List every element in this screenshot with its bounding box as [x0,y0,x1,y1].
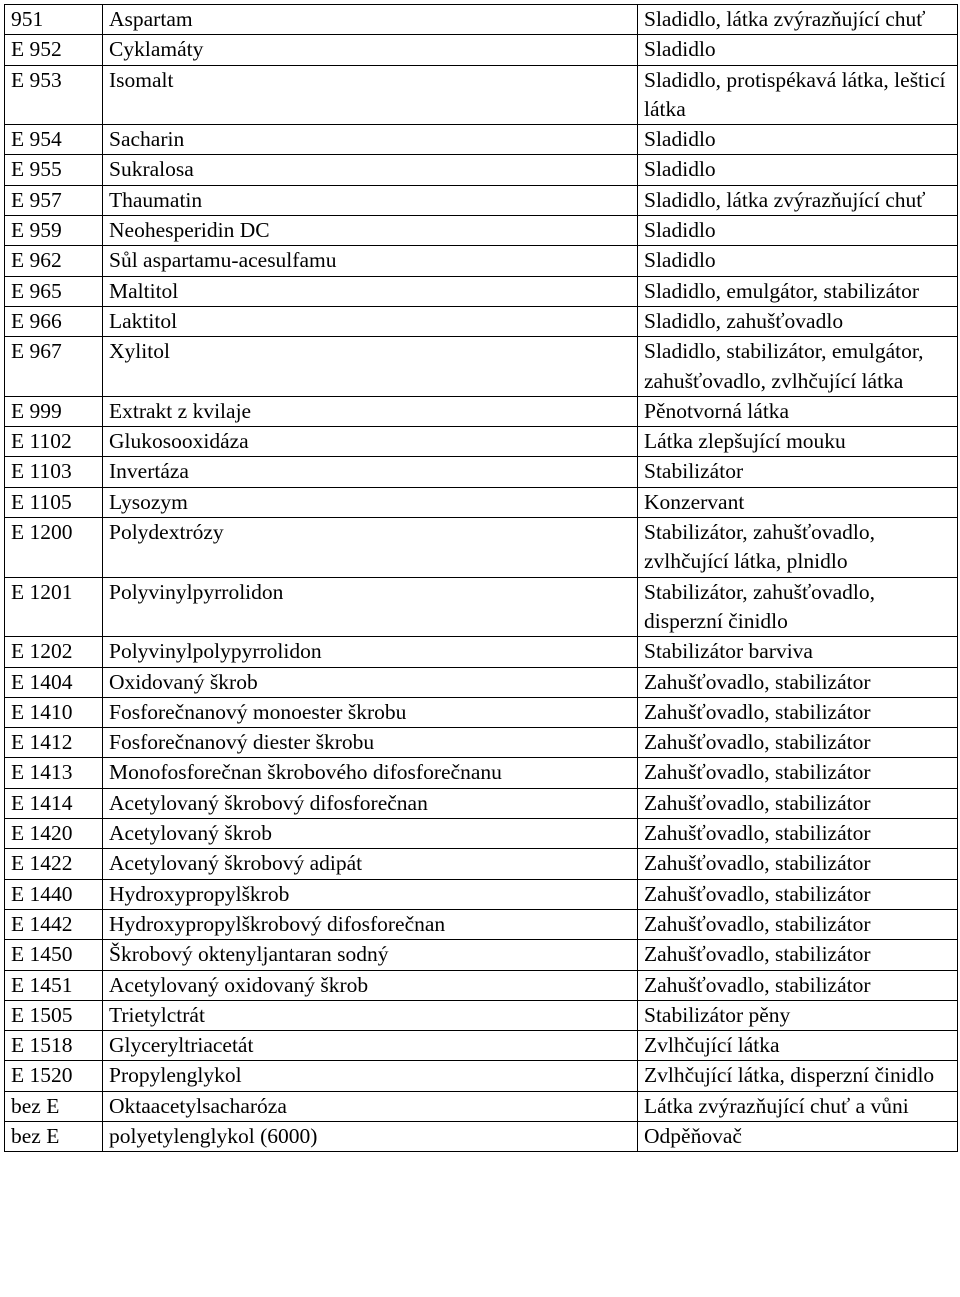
additive-code-cell: E 959 [5,216,103,246]
table-row [5,1121,958,1151]
table-row [5,65,958,125]
additive-name-cell: Extrakt z kvilaje [103,396,638,426]
additive-function-cell: Sladidlo [638,125,958,155]
additive-code-cell: E 1404 [5,667,103,697]
additive-name-cell: Sůl aspartamu-acesulfamu [103,246,638,276]
table-row [5,849,958,879]
additive-name-cell: Xylitol [103,337,638,397]
additive-name-cell: Oktaacetylsacharóza [103,1091,638,1121]
additive-code-cell: E 1202 [5,637,103,667]
additive-code-cell: E 1413 [5,758,103,788]
additive-name-cell: Glukosooxidáza [103,427,638,457]
additive-function-cell: Pěnotvorná látka [638,396,958,426]
additive-code-cell: E 1410 [5,697,103,727]
additive-name-cell: Fosforečnanový diester škrobu [103,728,638,758]
table-row [5,819,958,849]
additive-code-cell: E 1505 [5,1000,103,1030]
table-row [5,577,958,637]
additive-code-cell: E 1102 [5,427,103,457]
table-row [5,337,958,397]
additive-name-cell: Laktitol [103,306,638,336]
additive-function-cell: Odpěňovač [638,1121,958,1151]
additive-function-cell: Zahušťovadlo, stabilizátor [638,970,958,1000]
additive-function-cell: Sladidlo, zahušťovadlo [638,306,958,336]
additive-code-cell: E 999 [5,396,103,426]
additive-name-cell: Hydroxypropylškrobový difosforečnan [103,909,638,939]
additive-code-cell: E 965 [5,276,103,306]
table-row [5,758,958,788]
table-row [5,728,958,758]
additive-function-cell: Stabilizátor barviva [638,637,958,667]
additive-code-cell: 951 [5,5,103,35]
table-row [5,35,958,65]
additive-function-cell: Látka zlepšující mouku [638,427,958,457]
additive-name-cell: Sacharin [103,125,638,155]
additive-name-cell: Glyceryltriacetát [103,1031,638,1061]
additive-function-cell: Stabilizátor pěny [638,1000,958,1030]
additive-function-cell: Zahušťovadlo, stabilizátor [638,758,958,788]
additive-function-cell: Látka zvýrazňující chuť a vůni [638,1091,958,1121]
additive-name-cell: Aspartam [103,5,638,35]
additive-name-cell: Isomalt [103,65,638,125]
additive-name-cell: Monofosforečnan škrobového difosforečnanu [103,758,638,788]
additive-name-cell: Cyklamáty [103,35,638,65]
additive-name-cell: Maltitol [103,276,638,306]
additive-name-cell: Trietylctrát [103,1000,638,1030]
table-row [5,487,958,517]
table-row [5,518,958,578]
additive-code-cell: E 1200 [5,518,103,578]
additives-table [4,4,958,1152]
table-row [5,246,958,276]
table-row [5,125,958,155]
additive-name-cell: Acetylovaný škrob [103,819,638,849]
additive-name-cell: Hydroxypropylškrob [103,879,638,909]
additive-name-cell: Acetylovaný oxidovaný škrob [103,970,638,1000]
additive-code-cell: E 1440 [5,879,103,909]
additive-name-cell: Škrobový oktenyljantaran sodný [103,940,638,970]
additive-name-cell: Polyvinylpyrrolidon [103,577,638,637]
additive-function-cell: Konzervant [638,487,958,517]
additive-function-cell: Zahušťovadlo, stabilizátor [638,819,958,849]
additive-function-cell: Stabilizátor, zahušťovadlo, disperzní činidlo [638,577,958,637]
table-row [5,697,958,727]
additive-name-cell: Acetylovaný škrobový adipát [103,849,638,879]
additive-code-cell: E 952 [5,35,103,65]
additive-code-cell: E 957 [5,185,103,215]
additive-name-cell: Propylenglykol [103,1061,638,1091]
additive-function-cell: Stabilizátor [638,457,958,487]
additives-table-body [5,5,958,1152]
additive-code-cell: E 1450 [5,940,103,970]
additive-function-cell: Zahušťovadlo, stabilizátor [638,728,958,758]
additive-function-cell: Sladidlo [638,35,958,65]
table-row [5,1000,958,1030]
table-row [5,637,958,667]
table-row [5,1031,958,1061]
additive-function-cell: Zahušťovadlo, stabilizátor [638,697,958,727]
additive-code-cell: E 1412 [5,728,103,758]
table-row [5,788,958,818]
table-row [5,879,958,909]
table-row [5,306,958,336]
additive-function-cell: Zvlhčující látka [638,1031,958,1061]
additive-function-cell: Zahušťovadlo, stabilizátor [638,849,958,879]
additive-code-cell: E 1103 [5,457,103,487]
additive-code-cell: E 954 [5,125,103,155]
table-row [5,940,958,970]
additive-function-cell: Zahušťovadlo, stabilizátor [638,879,958,909]
additive-name-cell: Fosforečnanový monoester škrobu [103,697,638,727]
additive-code-cell: E 1520 [5,1061,103,1091]
additive-function-cell: Sladidlo [638,155,958,185]
table-row [5,185,958,215]
additive-name-cell: Invertáza [103,457,638,487]
table-row [5,1061,958,1091]
additive-code-cell: E 967 [5,337,103,397]
additive-name-cell: polyetylenglykol (6000) [103,1121,638,1151]
table-row [5,909,958,939]
additive-function-cell: Sladidlo, emulgátor, stabilizátor [638,276,958,306]
additive-function-cell: Sladidlo [638,246,958,276]
additive-code-cell: E 1414 [5,788,103,818]
additive-name-cell: Acetylovaný škrobový difosforečnan [103,788,638,818]
additive-code-cell: E 1105 [5,487,103,517]
additive-name-cell: Neohesperidin DC [103,216,638,246]
additive-function-cell: Sladidlo, stabilizátor, emulgátor, zahušťovadlo, zvlhčující látka [638,337,958,397]
table-row [5,276,958,306]
additive-code-cell: E 1442 [5,909,103,939]
additive-function-cell: Zahušťovadlo, stabilizátor [638,667,958,697]
additive-code-cell: E 1451 [5,970,103,1000]
additive-code-cell: E 1422 [5,849,103,879]
additive-function-cell: Sladidlo [638,216,958,246]
additive-function-cell: Zahušťovadlo, stabilizátor [638,909,958,939]
table-row [5,667,958,697]
additive-code-cell: E 966 [5,306,103,336]
table-row [5,427,958,457]
additive-function-cell: Zahušťovadlo, stabilizátor [638,788,958,818]
additive-code-cell: bez E [5,1121,103,1151]
additive-code-cell: E 1420 [5,819,103,849]
additive-function-cell: Sladidlo, látka zvýrazňující chuť [638,5,958,35]
additive-code-cell: E 962 [5,246,103,276]
additive-name-cell: Lysozym [103,487,638,517]
additive-function-cell: Stabilizátor, zahušťovadlo, zvlhčující látka, plnidlo [638,518,958,578]
additive-code-cell: E 955 [5,155,103,185]
additive-code-cell: E 953 [5,65,103,125]
additive-name-cell: Sukralosa [103,155,638,185]
table-row [5,1091,958,1121]
additive-name-cell: Polydextrózy [103,518,638,578]
additive-name-cell: Oxidovaný škrob [103,667,638,697]
additive-function-cell: Zahušťovadlo, stabilizátor [638,940,958,970]
table-row [5,216,958,246]
table-row [5,155,958,185]
additive-code-cell: E 1201 [5,577,103,637]
additive-function-cell: Sladidlo, protispékavá látka, lešticí látka [638,65,958,125]
additive-function-cell: Sladidlo, látka zvýrazňující chuť [638,185,958,215]
additive-name-cell: Thaumatin [103,185,638,215]
table-row [5,457,958,487]
additive-code-cell: bez E [5,1091,103,1121]
additive-code-cell: E 1518 [5,1031,103,1061]
table-row [5,970,958,1000]
table-row [5,5,958,35]
table-row [5,396,958,426]
additive-name-cell: Polyvinylpolypyrrolidon [103,637,638,667]
additive-function-cell: Zvlhčující látka, disperzní činidlo [638,1061,958,1091]
